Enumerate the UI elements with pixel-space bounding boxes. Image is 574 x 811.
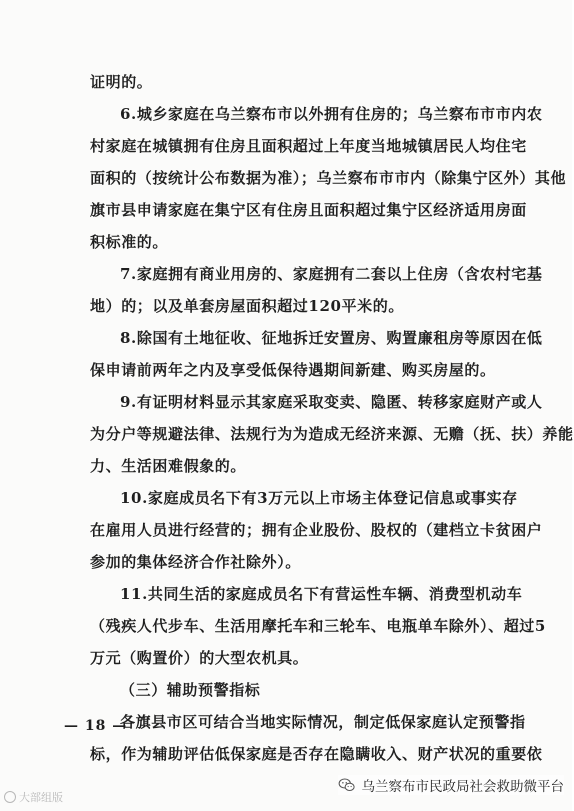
document-body bbox=[90, 66, 574, 770]
footer-bar bbox=[0, 771, 572, 811]
wechat-icon bbox=[338, 776, 356, 794]
text-line: 积标准的。 bbox=[90, 233, 169, 251]
account-brand[interactable] bbox=[338, 775, 565, 795]
text-line: 旗市县申请家庭在集宁区有住房且面积超过集宁区经济适用房面 bbox=[90, 201, 527, 219]
text-line: 8.除国有土地征收、征地拆迁安置房、购置廉租房等原因在低 bbox=[120, 329, 543, 347]
text-line: 各旗县市区可结合当地实际情况，制定低保家庭认定预警指 bbox=[120, 713, 526, 731]
text-line: 万元（购置价）的大型农机具。 bbox=[90, 649, 309, 667]
text-line: 村家庭在城镇拥有住房且面积超过上年度当地城镇居民人均住宅 bbox=[90, 137, 527, 155]
text-line: 为分户等规避法律、法规行为为造成无经济来源、无赡（抚、扶）养能 bbox=[90, 425, 574, 443]
paragraph-warning-indicators bbox=[90, 706, 543, 770]
text-line: 保申请前两年之内及享受低保待遇期间新建、购买房屋的。 bbox=[90, 361, 496, 379]
page-number: — 18 — bbox=[64, 718, 128, 734]
section-heading-text: （三）辅助预警指标 bbox=[120, 681, 261, 699]
text-line: 在雇用人员进行经营的；拥有企业股份、股权的（建档立卡贫困户 bbox=[90, 521, 543, 539]
section-heading bbox=[90, 674, 522, 706]
paragraph-item-8 bbox=[90, 322, 543, 386]
text-line: 9.有证明材料显示其家庭采取变卖、隐匿、转移家庭财产或人 bbox=[120, 393, 543, 411]
text-line: 力、生活困难假象的。 bbox=[90, 457, 247, 475]
paragraph-item-9 bbox=[90, 386, 574, 482]
paragraph-item-6 bbox=[90, 98, 567, 258]
paragraph-closing bbox=[90, 66, 522, 98]
text-line: 7.家庭拥有商业用房的、家庭拥有二套以上住房（含农村宅基 bbox=[120, 265, 543, 283]
watermark-text: 大部组版 bbox=[19, 791, 63, 804]
paragraph-item-10 bbox=[90, 482, 543, 578]
text-line: 面积的（按统计公布数据为准）；乌兰察布市市内（除集宁区外）其他 bbox=[90, 169, 567, 187]
text-line: （残疾人代步车、生活用摩托车和三轮车、电瓶单车除外）、超过5 bbox=[90, 617, 546, 635]
paragraph-item-11 bbox=[90, 578, 546, 674]
text-line: 参加的集体经济合作社除外）。 bbox=[90, 553, 301, 571]
brand-text: 乌兰察布市民政局社会救助微平台 bbox=[361, 779, 564, 795]
text-line: 证明的。 bbox=[90, 73, 153, 91]
watermark-left bbox=[4, 789, 63, 805]
text-line: 6.城乡家庭在乌兰察布市以外拥有住房的；乌兰察布市市内农 bbox=[120, 105, 543, 123]
text-line: 11.共同生活的家庭成员名下有营运性车辆、消费型机动车 bbox=[120, 585, 523, 603]
paragraph-item-7 bbox=[90, 258, 543, 322]
watermark-icon bbox=[4, 791, 16, 803]
text-line: 10.家庭成员名下有3万元以上市场主体登记信息或事实存 bbox=[120, 489, 518, 507]
text-line: 地）的；以及单套房屋面积超过120平米的。 bbox=[90, 297, 404, 315]
text-line: 标，作为辅助评估低保家庭是否存在隐瞒收入、财产状况的重要依 bbox=[90, 745, 543, 763]
